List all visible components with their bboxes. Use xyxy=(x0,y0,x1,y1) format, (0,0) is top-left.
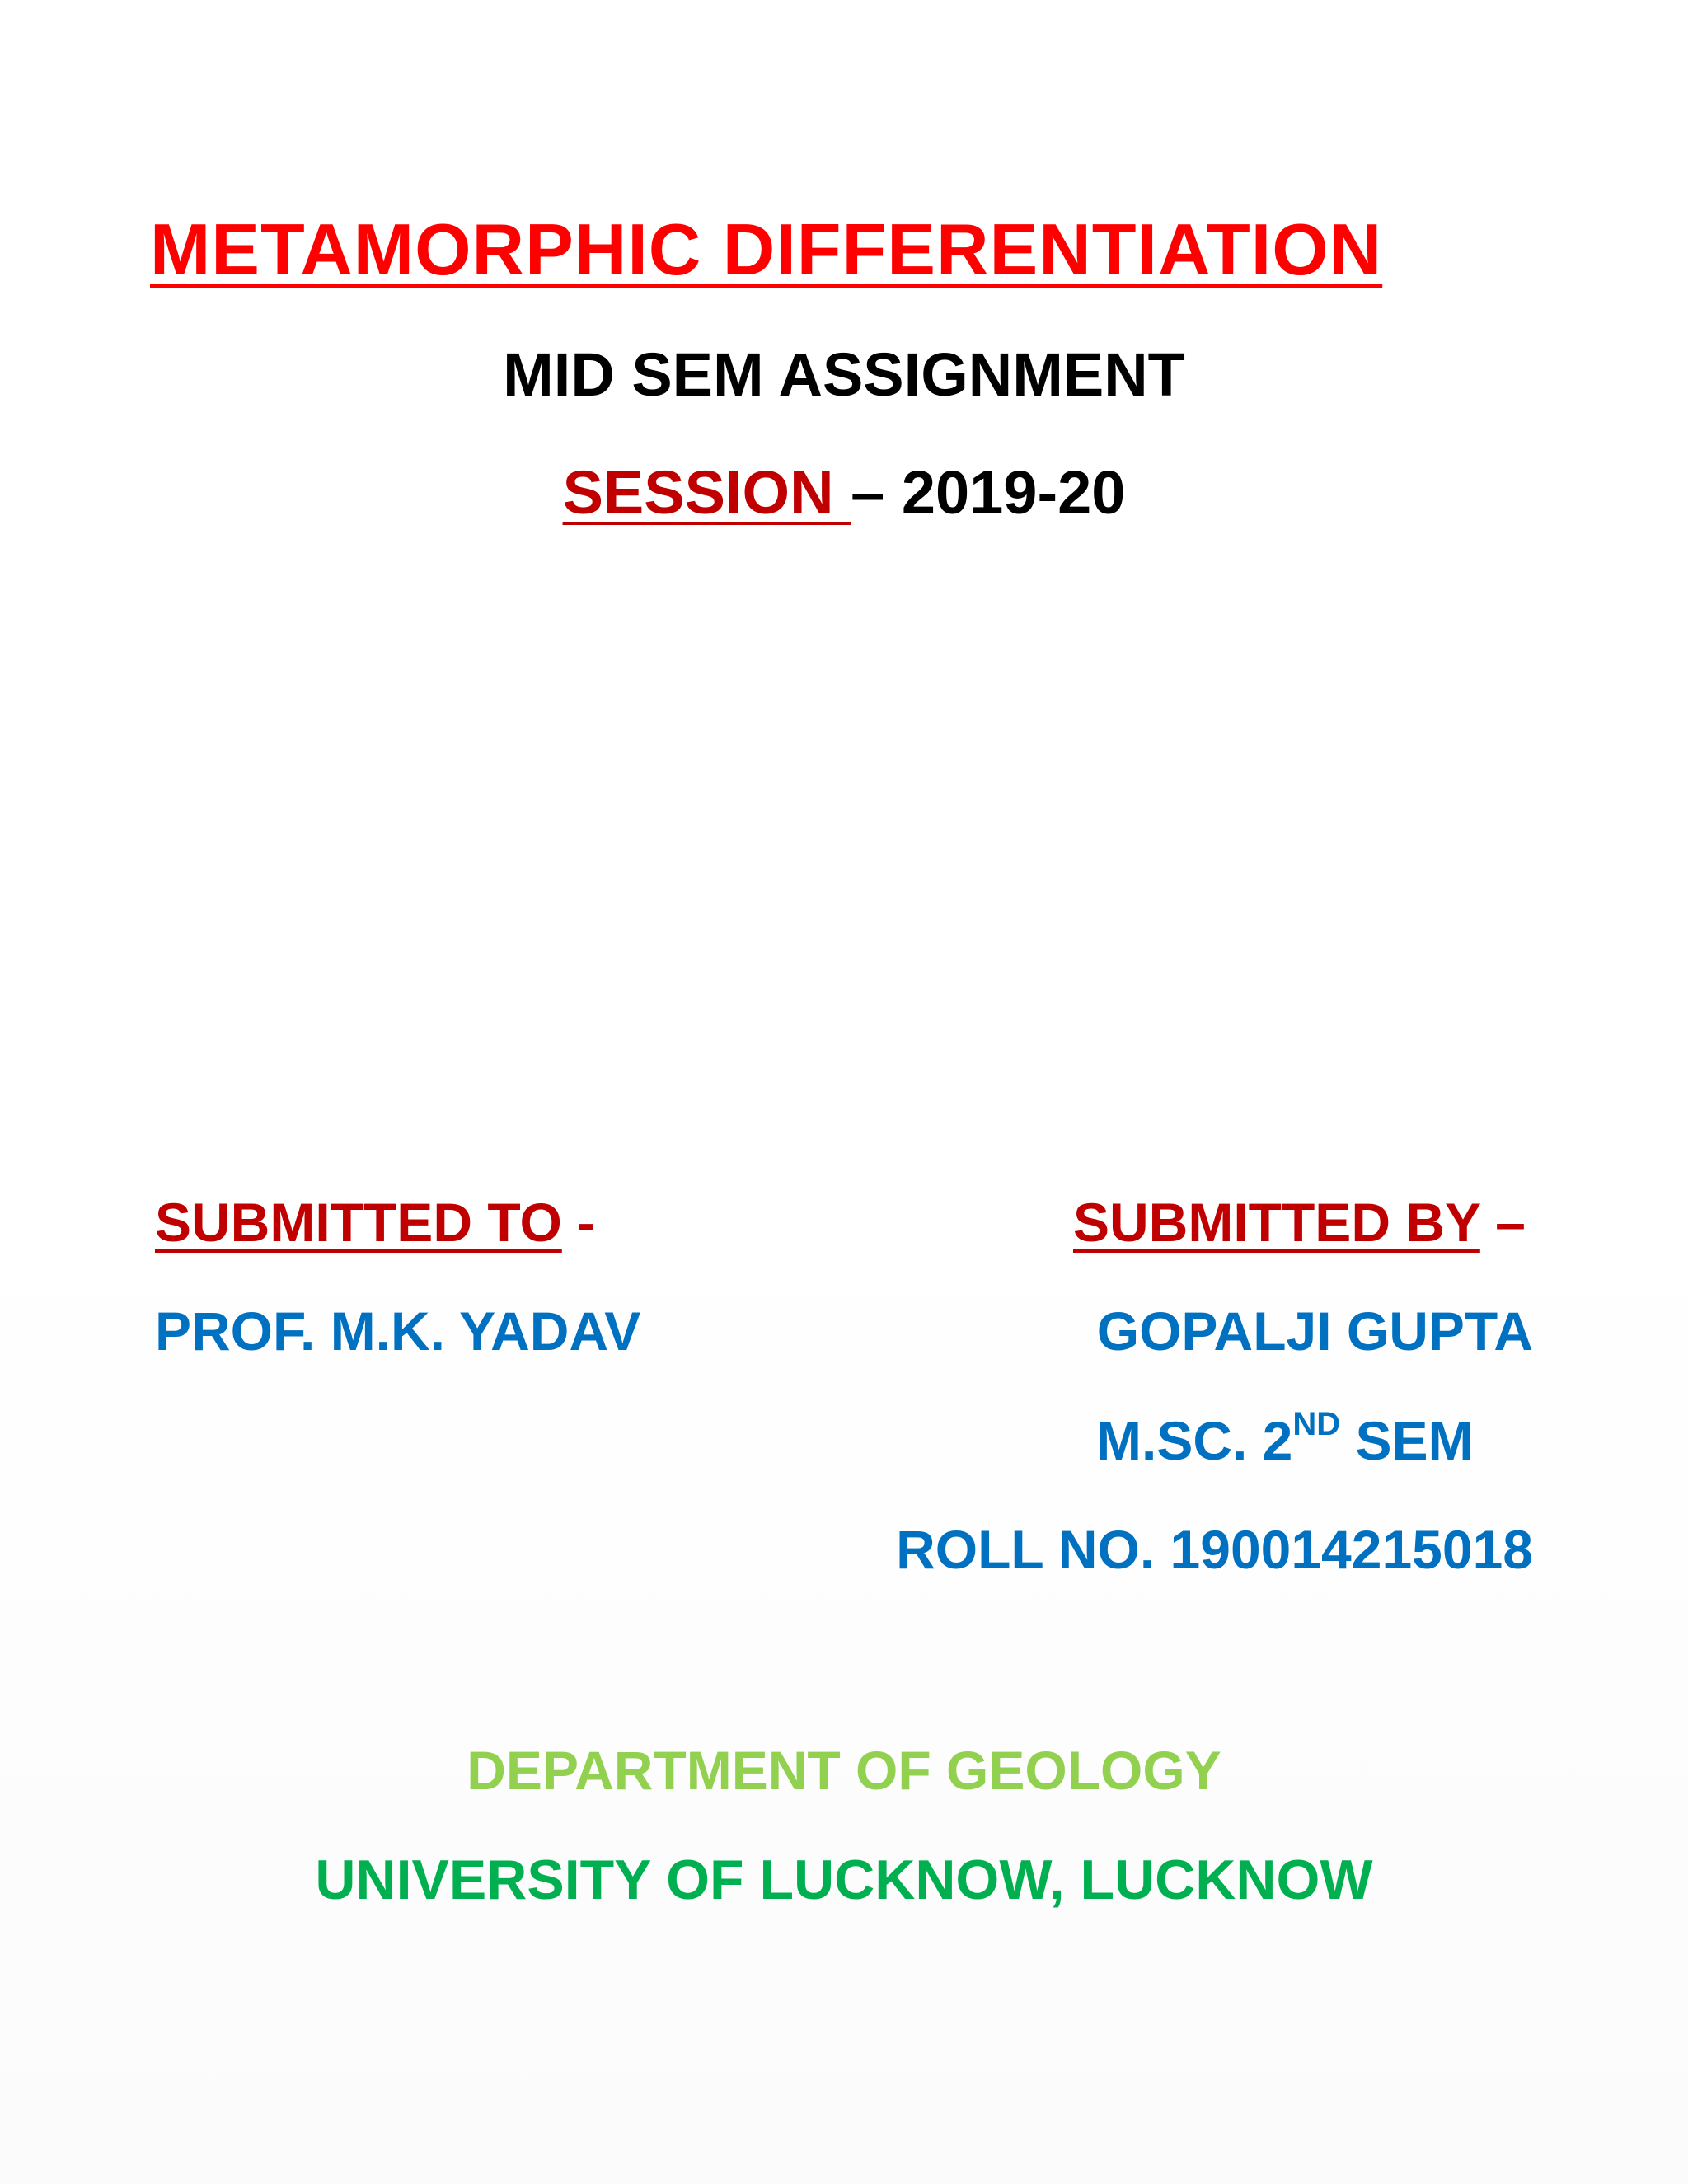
submitted-by-label: SUBMITTED BY xyxy=(1073,1192,1480,1253)
session-line xyxy=(0,457,1688,527)
submitted-to-label: SUBMITTED TO xyxy=(155,1192,562,1253)
session-value: – 2019-20 xyxy=(851,458,1126,527)
roll-number: ROLL NO. 190014215018 xyxy=(896,1519,1533,1580)
student-course xyxy=(1096,1406,1474,1472)
student-name: GOPALJI GUPTA xyxy=(1096,1301,1533,1361)
course-prefix: M.SC. 2 xyxy=(1096,1410,1293,1471)
assignment-subtitle: MID SEM ASSIGNMENT xyxy=(503,340,1185,409)
submitted-by-separator: – xyxy=(1479,1192,1526,1253)
session-label: SESSION xyxy=(562,458,851,527)
course-superscript: ND xyxy=(1292,1406,1341,1442)
submitted-to-heading xyxy=(155,1191,595,1254)
course-suffix: SEM xyxy=(1340,1410,1474,1471)
university-name: UNIVERSITY OF LUCKNOW, LUCKNOW xyxy=(315,1849,1373,1911)
department-name: DEPARTMENT OF GEOLOGY xyxy=(467,1740,1221,1801)
document-title: METAMORPHIC DIFFERENTIATION xyxy=(150,209,1383,290)
submitted-to-separator: - xyxy=(561,1192,596,1253)
professor-name: PROF. M.K. YADAV xyxy=(155,1301,641,1361)
submitted-by-heading xyxy=(1073,1191,1526,1254)
